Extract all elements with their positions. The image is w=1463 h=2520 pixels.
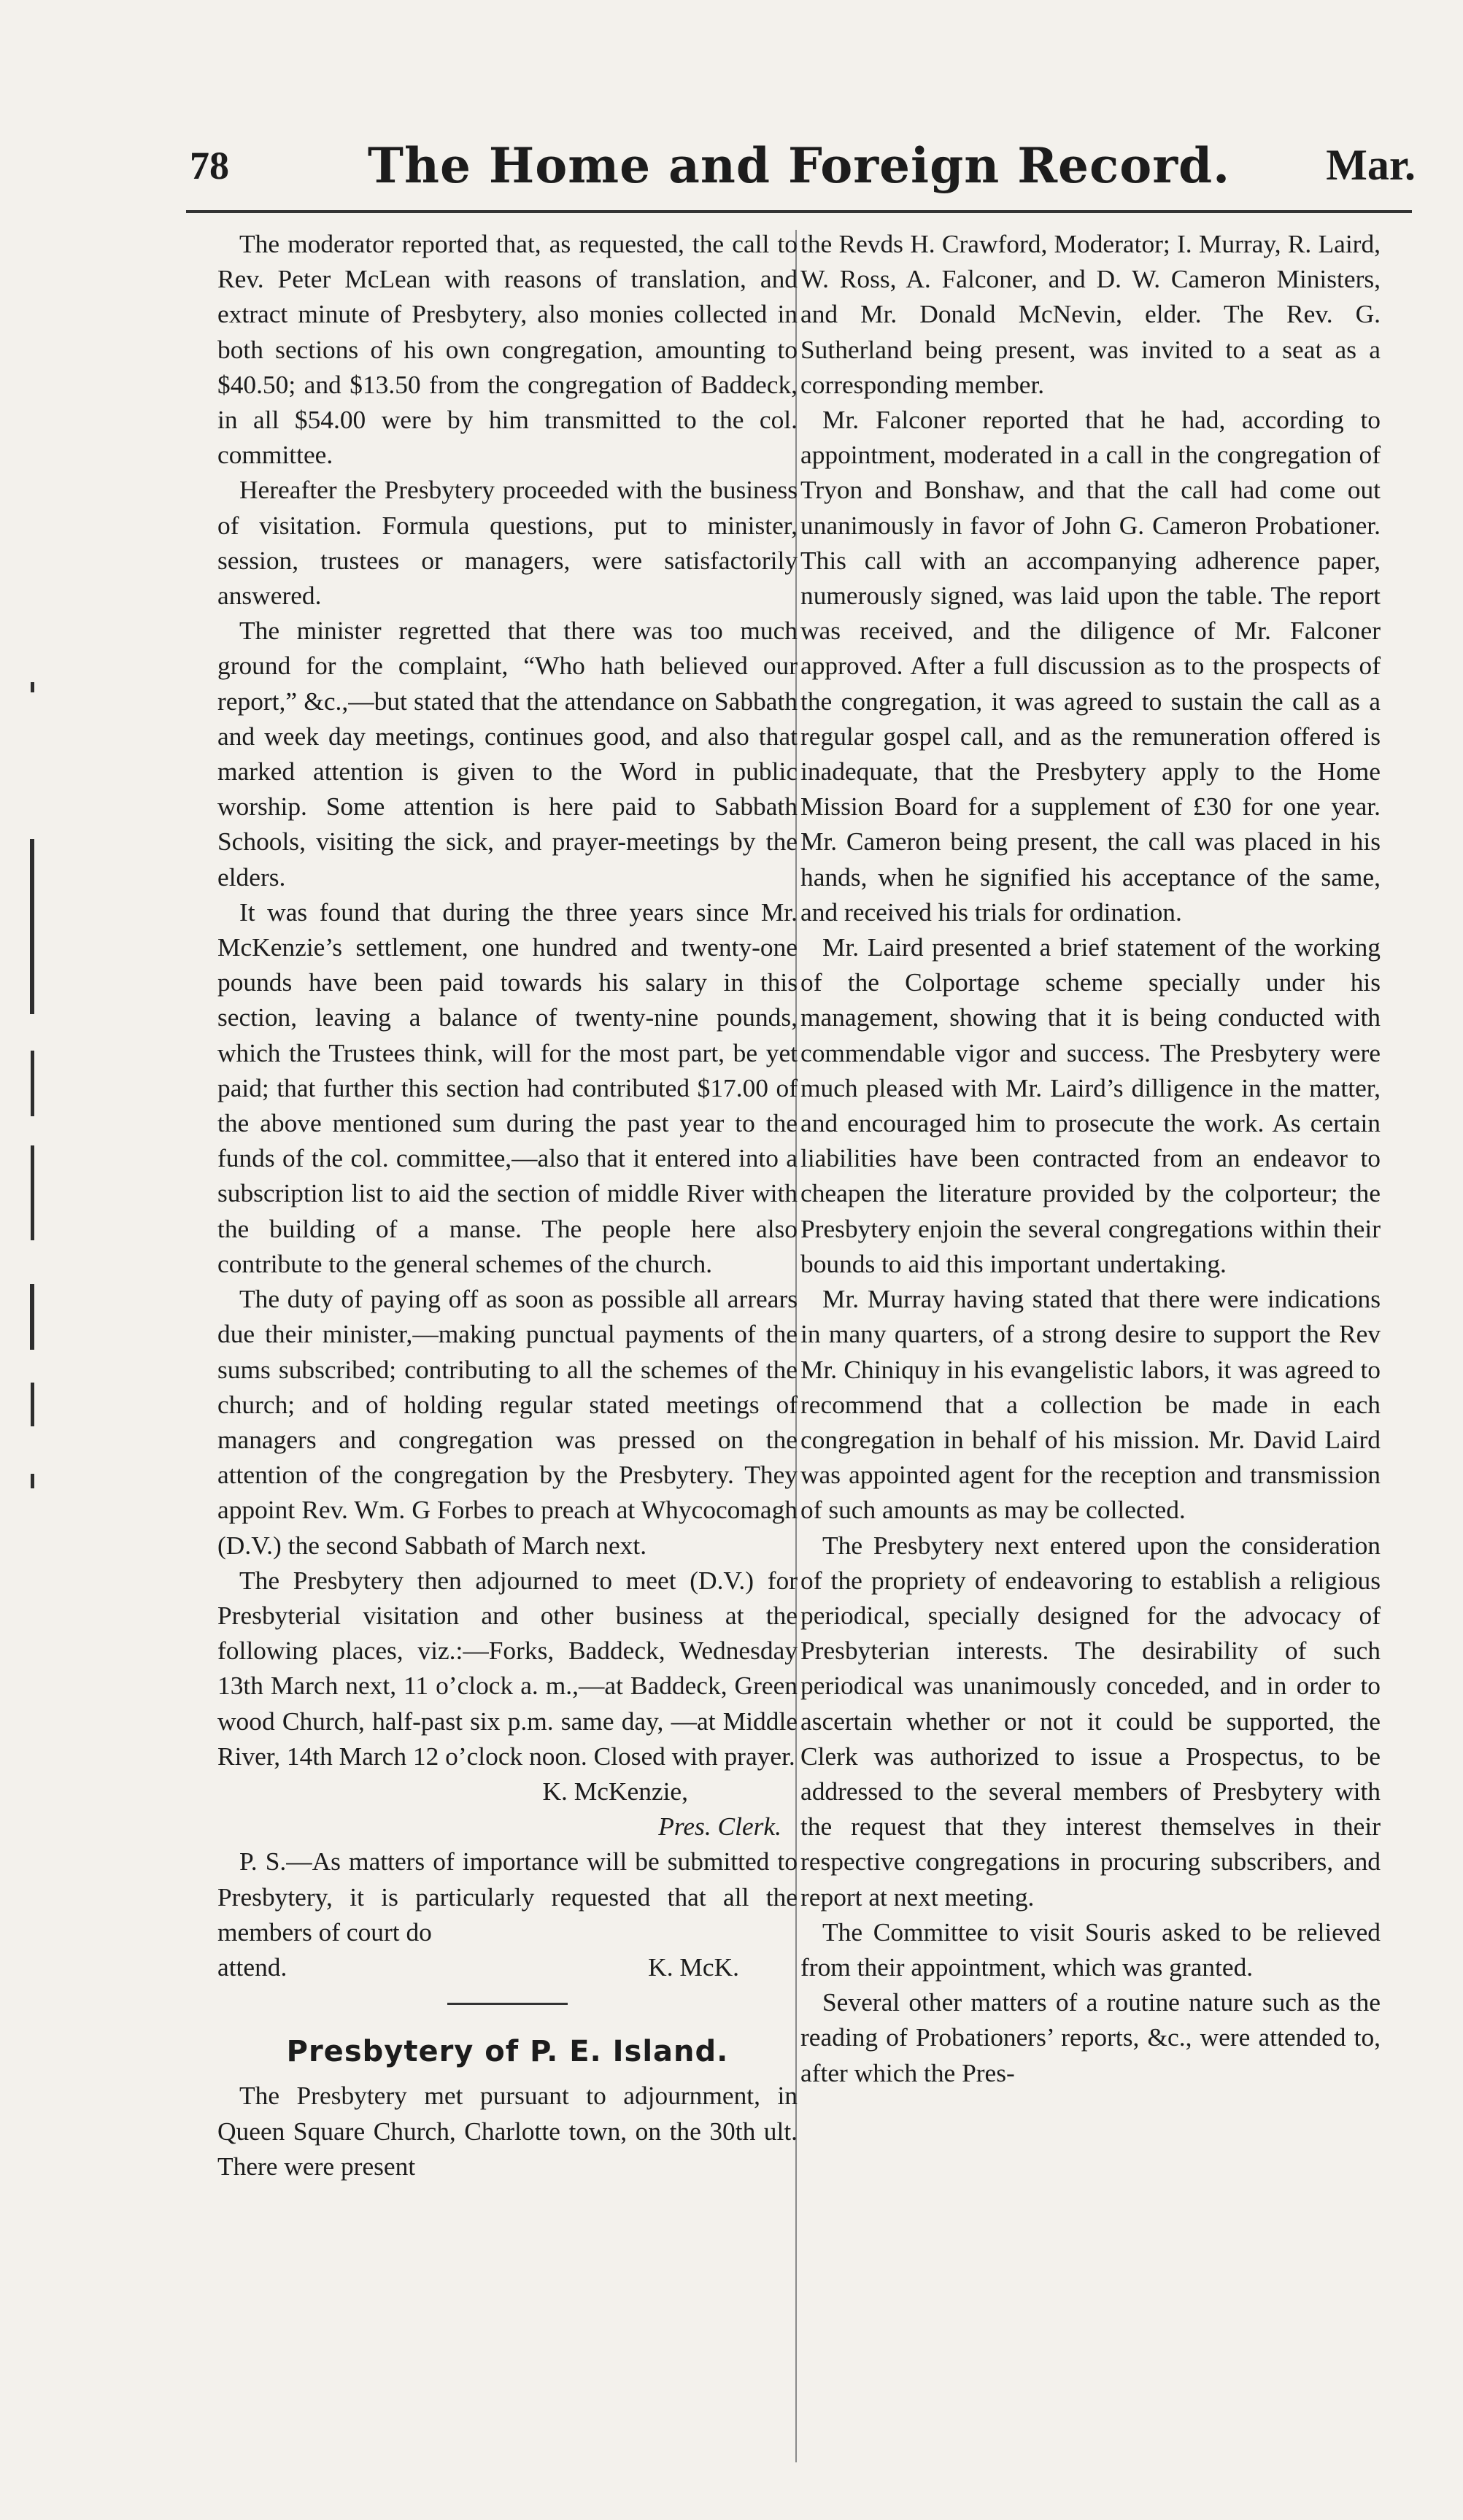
right-column xyxy=(800,226,1381,2090)
section-rule xyxy=(447,2003,568,2005)
postscript-last-word: attend. xyxy=(217,1952,287,1982)
signature-name: K. McKenzie, xyxy=(542,1776,688,1806)
paragraph: The minister regretted that there was too much ground for the complaint, “Who hath believed our report,” &c.,—but stated that the attendance on Sabbath and week day meetings, continues good, and also that marked attention is given to the Word in public worship. Some attention is here paid to Sabbath Schools, visiting the sick, and prayer-meetings by the elders. xyxy=(217,616,798,892)
running-title: The Home and Foreign Record. xyxy=(367,137,1231,194)
binding-mark xyxy=(31,1051,34,1116)
binding-mark xyxy=(30,839,34,1014)
paragraph: Several other matters of a routine nature such as the reading of Probationers’ reports, &c., were attended to, after which the Pres- xyxy=(800,1987,1381,2087)
postscript-initials: K. McK. xyxy=(648,1952,739,1982)
postscript: P. S.—As matters of importance will be submitted to Presbytery, it is particularly requested that all the members of court do xyxy=(217,1847,798,1947)
binding-mark xyxy=(30,1284,34,1350)
paragraph: Mr. Falconer reported that he had, according to appointment, moderated in a call in the congregation of Tryon and Bonshaw, and that the call had come out unanimously in favor of John G. Cameron Probationer. This call with an accompanying adherence paper, numerously signed, was laid upon the table. The report was received, and the diligence of Mr. Falconer approved. After a full discussion as to the prospects of the congregation, it was agreed to sustain the call as a regular gospel call, and as the remuneration offered is inadequate, that the Presbytery apply to the Home Mission Board for a supplement of £30 for one year. Mr. Cameron being present, the call was placed in his hands, when he signified his acceptance of the same, and received his trials for ordination. xyxy=(800,405,1381,927)
header-rule xyxy=(186,210,1412,213)
paragraph: The Committee to visit Souris asked to be relieved from their appointment, which was granted. xyxy=(800,1917,1381,1982)
running-month: Mar. xyxy=(1326,141,1416,189)
left-column xyxy=(217,226,798,2184)
paragraph: Mr. Laird presented a brief statement of the working of the Colportage scheme specially under his management, showing that it is being conducted with commendable vigor and success. The Presbytery were much pleased with Mr. Laird’s dilligence in the matter, and encouraged him to prosecute the work. As certain liabilities have been contracted from an endeavor to cheapen the literature provided by the colporteur; the Presbytery enjoin the several congregations within their bounds to aid this important undertaking. xyxy=(800,932,1381,1278)
binding-mark xyxy=(31,1145,34,1240)
paragraph: The moderator reported that, as requested, the call to Rev. Peter McLean with reasons of translation, and extract minute of Presbytery, also monies collected in both sections of his own congregation, amounting to $40.50; and $13.50 from the congregation of Baddeck, in all $54.00 were by him transmitted to the col. committee. xyxy=(217,229,798,470)
paragraph: Hereafter the Presbytery proceeded with the business of visitation. Formula questions, put to minister, session, trustees or managers, were satisfactorily answered. xyxy=(217,475,798,611)
binding-mark xyxy=(31,682,34,692)
signature-title: Pres. Clerk. xyxy=(658,1812,781,1841)
paragraph: It was found that during the three years since Mr. McKenzie’s settlement, one hundred and twenty-one pounds have been paid towards his salary in this section, leaving a balance of twenty-nine pounds, which the Trustees think, will for the most part, be yet paid; that further this section had contributed $17.00 of the above mentioned sum during the past year to the funds of the col. committee,—also that it entered into a subscription list to aid the section of middle River with the building of a manse. The people here also contribute to the general schemes of the church. xyxy=(217,897,798,1278)
paragraph: The Presbytery met pursuant to adjournment, in Queen Square Church, Charlotte town, on the 30th ult. There were present xyxy=(217,2081,798,2181)
section-heading: Presbytery of P. E. Island. xyxy=(286,2035,729,2069)
binding-mark xyxy=(31,1383,34,1426)
binding-mark xyxy=(31,1474,34,1488)
page-number: 78 xyxy=(190,144,229,188)
postscript-ending xyxy=(217,1949,798,1984)
page-header xyxy=(182,137,1416,203)
paragraph: The Presbytery then adjourned to meet (D.V.) for Presbyterial visitation and other business at the following places, viz.:—Forks, Baddeck, Wednesday 13th March next, 11 o’clock a. m.,—at Baddeck, Green wood Church, half-past six p.m. same day, —at Middle River, 14th March 12 o’clock noon. Closed with prayer. xyxy=(217,1565,798,1771)
paragraph: The duty of paying off as soon as possible all arrears due their minister,—making punctual payments of the sums subscribed; contributing to all the schemes of the church; and of holding regular stated meetings of managers and congregation was pressed on the attention of the congregation by the Presbytery. They appoint Rev. Wm. G Forbes to preach at Whycocomagh (D.V.) the second Sabbath of March next. xyxy=(217,1284,798,1560)
paragraph: The Presbytery next entered upon the consideration of the propriety of endeavoring to establish a religious periodical, specially designed for the advocacy of Presbyterian interests. The desirability of such periodical was unanimously conceded, and in order to ascertain whether or not it could be supported, the Clerk was authorized to issue a Prospectus, to be addressed to the several members of Presbytery with the request that they interest themselves in their respective congregations in procuring subscribers, and report at next meeting. xyxy=(800,1530,1381,1912)
paragraph: the Revds H. Crawford, Moderator; I. Murray, R. Laird, W. Ross, A. Falconer, and D. W. Cameron Ministers, and Mr. Donald McNevin, elder. The Rev. G. Sutherland being present, was invited to a seat as a corresponding member. xyxy=(800,229,1381,399)
paragraph: Mr. Murray having stated that there were indications in many quarters, of a strong desire to support the Rev Mr. Chiniquy in his evangelistic labors, it was agreed to recommend that a collection be made in each congregation in behalf of his mission. Mr. David Laird was appointed agent for the reception and transmission of such amounts as may be collected. xyxy=(800,1284,1381,1525)
